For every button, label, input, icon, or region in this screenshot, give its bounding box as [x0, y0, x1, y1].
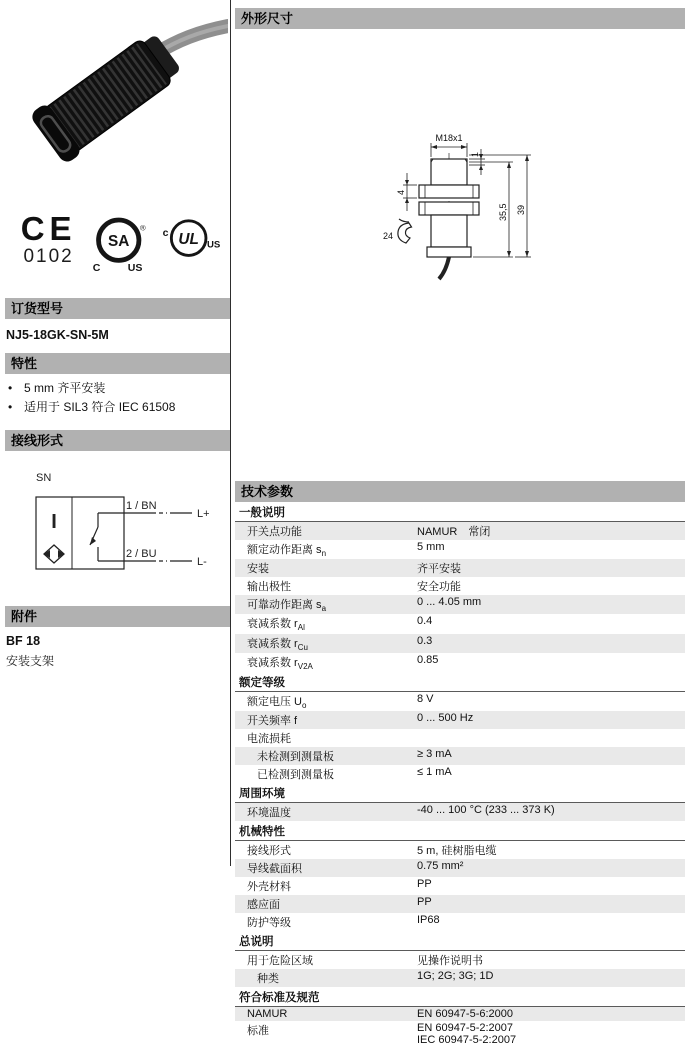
- ce-number: 0102: [23, 246, 74, 267]
- tech-table: [235, 502, 685, 1047]
- table-row: [235, 559, 685, 577]
- dim-nut-label: 4: [396, 189, 406, 195]
- csa-us-label: US: [127, 261, 143, 274]
- ul-letters: UL: [178, 230, 199, 248]
- table-row: [235, 540, 685, 559]
- switch-symbol: [90, 513, 98, 561]
- table-row: [235, 653, 685, 672]
- param-label: NAMUR: [247, 1008, 288, 1021]
- param-value: -40 ... 100 °C (233 ... 373 K): [417, 804, 555, 817]
- param-label: 未检测到测量板: [257, 751, 334, 764]
- csa-letters: SA: [108, 232, 130, 250]
- wire-minus-label: L-: [197, 556, 207, 568]
- tech-section: [235, 821, 685, 931]
- ce-letters: CE: [20, 210, 77, 247]
- wrench-icon: [398, 219, 412, 243]
- table-row: [235, 859, 685, 877]
- right-column: [231, 0, 690, 1047]
- param-value: 8 V: [417, 692, 434, 705]
- param-label: 衰减系数 $r_{Cu}$: [247, 637, 308, 652]
- feature-text: 适用于 SIL3 符合 IEC 61508: [24, 400, 176, 414]
- accessory-description: 安装支架: [6, 654, 55, 668]
- param-label: 安装: [247, 563, 269, 576]
- table-row: [235, 577, 685, 595]
- table-row: [235, 595, 685, 614]
- connection-header: 接线形式: [5, 430, 230, 451]
- param-value: ≥ 3 mA: [417, 748, 452, 761]
- product-photo: [0, 4, 230, 206]
- ul-logo: [155, 212, 222, 268]
- tech-section: [235, 783, 685, 821]
- feature-text: 5 mm 齐平安装: [24, 381, 106, 395]
- param-value: IP68: [417, 914, 440, 927]
- table-row: [235, 711, 685, 729]
- nut-lower: [419, 202, 479, 215]
- param-label: 衰减系数 $r_{Al}$: [247, 618, 305, 633]
- bullet-icon: •: [8, 400, 13, 414]
- wiring-label: SN: [36, 472, 52, 484]
- table-row: [235, 841, 685, 859]
- param-value: 0 ... 500 Hz: [417, 712, 474, 725]
- wiring-diagram: [6, 465, 230, 590]
- dimension-drawing: [231, 129, 690, 481]
- nut-upper: [419, 185, 479, 198]
- tech-section: [235, 931, 685, 987]
- table-row: [235, 895, 685, 913]
- param-value: PP: [417, 878, 432, 891]
- tech-section: [235, 502, 685, 672]
- features-list: [8, 379, 230, 417]
- param-label: 可靠动作距离 $s_a$: [247, 599, 327, 614]
- param-value: 安全功能: [417, 581, 461, 594]
- product-photo-illustration: [0, 4, 228, 204]
- dimension-drawing-svg: [369, 129, 579, 299]
- table-row: [235, 692, 685, 711]
- csa-registered: ®: [140, 223, 146, 233]
- certification-logos: [14, 212, 222, 286]
- feature-item: [8, 379, 230, 398]
- param-value: EN 60947-5-6:2000: [417, 1008, 514, 1021]
- tech-section-title: 符合标准及规范: [235, 987, 685, 1007]
- param-label: 电流损耗: [247, 733, 291, 746]
- param-value: 5 mm: [417, 541, 445, 553]
- param-label: 用于危险区域: [247, 955, 313, 968]
- tech-section-title: 总说明: [235, 931, 685, 951]
- features-header: 特性: [5, 353, 230, 374]
- feature-item: [8, 398, 230, 417]
- param-label: 防护等级: [247, 917, 291, 930]
- table-row: [235, 803, 685, 821]
- param-value: NAMUR 常闭: [417, 526, 491, 538]
- param-value: ≤ 1 mA: [417, 766, 452, 779]
- table-row: [235, 747, 685, 765]
- order-code-header: 订货型号: [5, 298, 230, 319]
- dim-body-label: 35,5: [498, 203, 508, 221]
- dim-step-label: 1: [470, 151, 480, 157]
- tech-section-title: 周围环境: [235, 783, 685, 803]
- param-value: 0.3: [417, 634, 433, 647]
- param-value: 齐平安装: [417, 563, 461, 576]
- tech-section: [235, 987, 685, 1047]
- param-value: 0 ... 4.05 mm: [417, 596, 482, 609]
- csa-c-label: C: [93, 261, 101, 274]
- table-row: [235, 913, 685, 931]
- param-label: 标准: [247, 1025, 269, 1038]
- param-value: [417, 729, 685, 731]
- param-label: 已检测到测量板: [257, 769, 334, 782]
- terminal2-label: 2 / BU: [126, 548, 157, 560]
- dimensions-header: 外形尺寸: [235, 8, 685, 29]
- param-label: 导线截面积: [247, 863, 302, 876]
- table-row: [235, 1021, 685, 1047]
- param-value: PP: [417, 896, 432, 909]
- tech-section-title: 机械特性: [235, 821, 685, 841]
- param-label: 输出极性: [247, 581, 291, 594]
- namur-diamond-icon: [44, 545, 64, 563]
- param-value: 0.4: [417, 615, 433, 628]
- table-row: [235, 969, 685, 987]
- wrench-size-label: 24: [383, 231, 394, 241]
- sensor-box-symbol: I: [51, 511, 57, 533]
- table-row: [235, 951, 685, 969]
- param-label: 开关频率 f: [247, 715, 298, 728]
- table-row: [235, 614, 685, 633]
- wiring-diagram-svg: [6, 465, 226, 585]
- table-row: [235, 765, 685, 783]
- param-value: 1G; 2G; 3G; 1D: [417, 970, 494, 983]
- param-label: 环境温度: [247, 807, 291, 820]
- accessory-model: BF 18: [6, 634, 41, 648]
- left-column: [0, 0, 231, 866]
- table-row: [235, 1007, 685, 1021]
- ul-us-label: US: [206, 239, 221, 251]
- table-row: [235, 522, 685, 540]
- param-label: 外壳材料: [247, 881, 291, 894]
- tech-header: 技术参数: [235, 481, 685, 502]
- param-label: 额定动作距离 $s_n$: [247, 544, 327, 559]
- ul-c-label: c: [162, 227, 169, 240]
- param-label: 开关点功能: [247, 526, 302, 538]
- table-row: [235, 729, 685, 747]
- accessories-header: 附件: [5, 606, 230, 627]
- table-row: [235, 877, 685, 895]
- wire-plus-label: L+: [197, 508, 210, 520]
- tech-section-title: 额定等级: [235, 672, 685, 692]
- param-label: 衰减系数 $r_{V2A}$: [247, 656, 313, 671]
- tech-section: [235, 672, 685, 783]
- terminal1-label: 1 / BN: [126, 500, 157, 512]
- csa-logo: [87, 212, 150, 278]
- dim-total-label: 39: [516, 204, 526, 215]
- param-label: 感应面: [247, 899, 280, 912]
- order-code-value: NJ5-18GK-SN-5M: [6, 328, 109, 342]
- bullet-icon: •: [8, 381, 13, 395]
- param-label: 额定电压 $U_o$: [247, 695, 307, 711]
- cable-outline: [439, 257, 449, 279]
- tech-section-title: 一般说明: [235, 502, 685, 522]
- param-value: 0.75 mm²: [417, 860, 464, 873]
- param-value: 5 m, 硅树脂电缆: [417, 845, 497, 858]
- table-row: [235, 634, 685, 653]
- param-value: 0.85: [417, 653, 439, 666]
- param-label: 种类: [257, 973, 279, 986]
- param-value: EN 60947-5-2:2007 IEC 60947-5-2:2007: [417, 1022, 517, 1047]
- param-value: 见操作说明书: [417, 955, 483, 968]
- param-label: 接线形式: [247, 845, 291, 858]
- ce-mark: [14, 212, 83, 268]
- thread-label: M18x1: [435, 133, 463, 143]
